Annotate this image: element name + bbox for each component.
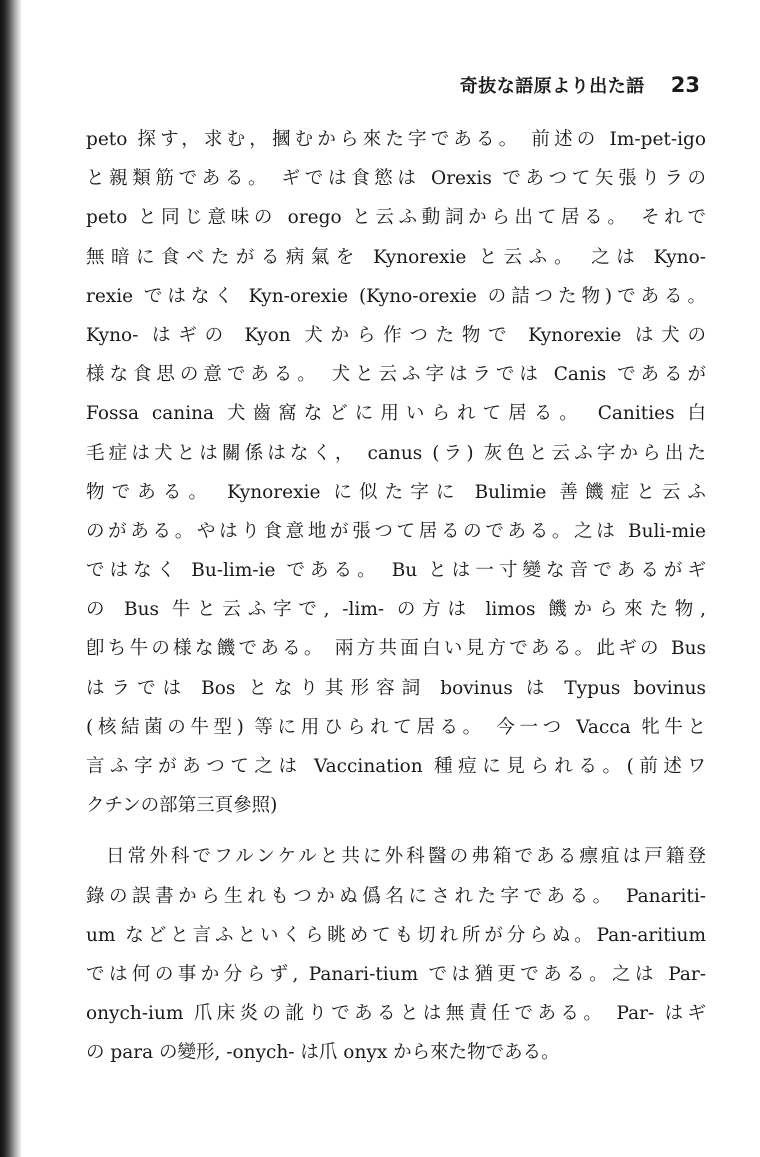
text-line: はラでは Bos となり其形容詞 bovinus は Typus bovinus <box>86 677 706 699</box>
text-line: rexie ではなく Kyn-orexie (Kyno-orexie の詰つた物)である。 <box>86 285 706 307</box>
text-line: クチンの部第三頁參照) <box>86 795 278 817</box>
text-line: peto と同じ意味の orego と云ふ動詞から出て居る。 それで <box>86 207 706 229</box>
text-line: ではなく Bu-lim-ie である。 Bu とは一寸變な音であるがギ <box>86 560 706 582</box>
page-number: 23 <box>670 73 700 97</box>
text-line: (核結菌の牛型) 等に用ひられて居る。 今一つ Vacca 牝牛と <box>86 716 706 738</box>
text-line: と親類筋である。 ギでは食慾は Orexis であつて矢張りラの <box>86 168 706 190</box>
text-line: Fossa canina 犬齒窩などに用いられて居る。 Canities 白 <box>86 403 706 425</box>
text-line: 毛症は犬とは關係はなく， canus (ラ) 灰色と云ふ字から出た <box>86 442 706 464</box>
text-line: Kyno- はギの Kyon 犬から作つた物で Kynorexie は犬の <box>86 324 706 346</box>
text-line: 様な食思の意である。 犬と云ふ字はラでは Canis であるが <box>86 364 706 386</box>
text-line: の Bus 牛と云ふ字で, -lim- の方は limos 饑から來た物, <box>86 599 706 621</box>
text-line: 無暗に食べたがる病氣を Kynorexie と云ふ。 之は Kyno- <box>86 246 706 268</box>
text-line: 錄の誤書から生れもつかぬ僞名にされた字である。 Panariti- <box>86 885 706 907</box>
text-line: 日常外科でフルンケルと共に外科醫の弗箱である瘭疽は戸籍登 <box>106 846 706 868</box>
body-text <box>86 120 706 1073</box>
running-title: 奇抜な語原より出た語 <box>459 76 645 97</box>
page-header <box>420 70 700 100</box>
book-spine-shadow <box>0 0 22 1157</box>
text-line: onych-ium 爪床炎の訛りであるとは無責任である。 Par- はギ <box>86 1003 706 1025</box>
paragraph-gap <box>86 825 706 837</box>
text-line: の para の變形, -onych- は爪 onyx から來た物である。 <box>86 1042 560 1064</box>
text-line: 卽ち牛の様な饑である。 兩方共面白い見方である。此ギの Bus <box>86 638 706 660</box>
text-line: um などと言ふといくら眺めても切れ所が分らぬ。Pan-aritium <box>86 924 706 946</box>
text-line: peto 探す，求む，摑むから來た字である。 前述の Im-pet-igo <box>86 129 706 150</box>
text-line: 物である。 Kynorexie に似た字に Bulimie 善饑症と云ふ <box>86 481 706 503</box>
text-line: のがある。やはり食意地が張つて居るのである。之は Buli-mie <box>86 520 706 542</box>
text-line: 言ふ字があつて之は Vaccination 種痘に見られる。(前述ワ <box>86 756 706 777</box>
text-line: では何の事か分らず, Panari-tium では猶更である。之は Par- <box>86 963 706 985</box>
